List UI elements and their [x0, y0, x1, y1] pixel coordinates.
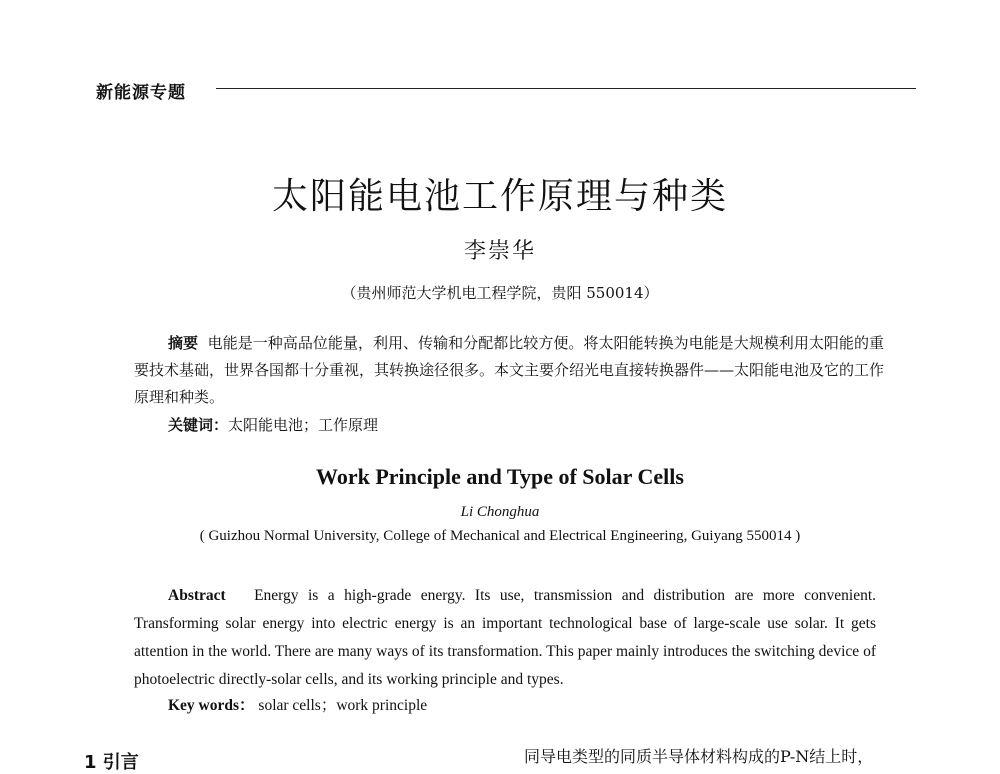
abstract-english [134, 582, 876, 694]
keywords-chinese [168, 414, 378, 435]
keywords-english [168, 693, 427, 715]
page-header [96, 76, 916, 102]
introduction-heading: 1 引言 [84, 752, 139, 773]
author-english: Li Chonghua [460, 504, 540, 520]
header-rule [216, 88, 916, 89]
affiliation-chinese: （贵州师范大学机电工程学院，贵阳 550014） [341, 284, 659, 302]
abstract-english-label: Abstract [168, 587, 226, 604]
abstract-chinese-text: 电能是一种高品位能量，利用、传输和分配都比较方便。将太阳能转换为电能是大规模利用太阳能的重要技术基础，世界各国都十分重视，其转换途径很多。本文主要介绍光电直接转换器件——太阳能电池及它的工作原理和种类。 [134, 334, 885, 406]
body-text-fragment: 同导电类型的同质半导体材料构成的P-N结上时， [524, 747, 874, 766]
abstract-chinese [134, 330, 884, 411]
title-english: Work Principle and Type of Solar Cells [316, 464, 684, 489]
keywords-english-text: solar cells；work principle [258, 697, 428, 714]
abstract-english-text: Energy is a high-grade energy. Its use, transmission and distribution are more convenient. Transforming solar energy into electric energy is an important technological base of large-scale use solar. It gets attention in the world. There are many ways of its transformation. This paper mainly introduces the switching device of photoelectric directly-solar cells, and its working principle and types. [134, 587, 877, 688]
title-chinese: 太阳能电池工作原理与种类 [271, 176, 728, 217]
keywords-chinese-text: 太阳能电池；工作原理 [228, 416, 379, 434]
author-chinese: 李崇华 [463, 239, 536, 264]
keywords-english-label: Key words： [168, 697, 255, 714]
affiliation-english: ( Guizhou Normal University, College of Mechanical and Electrical Engineering, Guiyang 550014 ) [199, 528, 801, 544]
keywords-chinese-label: 关键词： [168, 416, 229, 434]
section-label: 新能源专题 [96, 83, 186, 103]
abstract-chinese-label: 摘要 [168, 334, 199, 352]
